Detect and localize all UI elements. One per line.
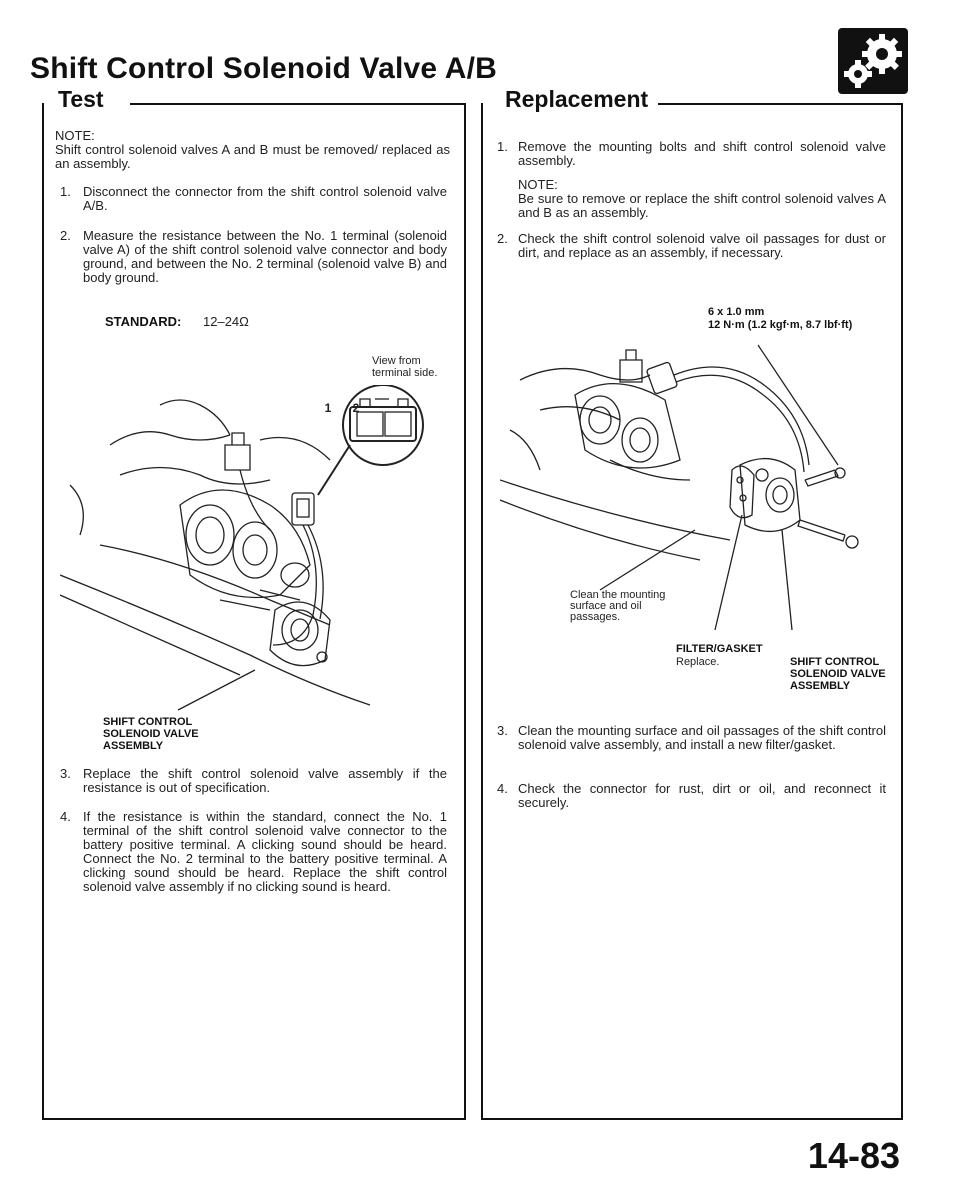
standard-value: 12–24Ω <box>203 314 249 329</box>
solenoid-test-illustration <box>60 385 450 725</box>
bolt-spec: 6 x 1.0 mm <box>708 306 765 318</box>
page-number: 14-83 <box>807 1135 900 1176</box>
replacement-assembly-label: SHIFT CONTROL SOLENOID VALVE ASSEMBLY <box>790 656 886 692</box>
replacement-step-text: Check the shift control solenoid valve oil passages for dust or dirt, and replace as an assembly, if necessary. <box>518 231 886 260</box>
solenoid-replacement-illustration <box>500 330 890 630</box>
test-note-text: Shift control solenoid valves A and B must be removed/ replaced as an assembly. <box>55 142 450 171</box>
test-step-num: 2. <box>60 228 71 243</box>
replacement-step-num: 3. <box>497 723 508 738</box>
view-caption: View from terminal side. <box>372 355 438 379</box>
test-step-text: Measure the resistance between the No. 1 terminal (solenoid valve A) of the shift control solenoid valve connector and body ground, and between the No. 2 terminal (solenoid valve B) and body ground. <box>83 228 447 285</box>
replacement-note-label: NOTE: <box>518 177 558 192</box>
replacement-step-text: Remove the mounting bolts and shift control solenoid valve assembly. <box>518 139 886 168</box>
replacement-step-num: 1. <box>497 139 508 154</box>
page-title: Shift Control Solenoid Valve A/B <box>30 52 497 85</box>
replacement-heading: Replacement <box>505 86 658 113</box>
replacement-step-num: 2. <box>497 231 508 246</box>
test-heading-rule <box>130 103 464 105</box>
filter-gasket-label: FILTER/GASKET <box>676 643 763 655</box>
standard-label: STANDARD: <box>105 314 182 329</box>
test-step-text: Disconnect the connector from the shift control solenoid valve A/B. <box>83 184 447 213</box>
terminal-2-label: 2 <box>352 401 360 415</box>
replacement-heading-rule <box>650 103 901 105</box>
panel-corner <box>42 103 44 117</box>
test-heading: Test <box>58 86 114 113</box>
test-note-label: NOTE: <box>55 128 95 143</box>
test-assembly-label: SHIFT CONTROL SOLENOID VALVE ASSEMBLY <box>103 716 199 752</box>
replacement-note-text: Be sure to remove or replace the shift control solenoid valves A and B as an assembly. <box>518 191 886 220</box>
torque-spec: 12 N·m (1.2 kgf·m, 8.7 lbf·ft) <box>708 319 853 331</box>
test-step-text: If the resistance is within the standard, connect the No. 1 terminal of the shift control solenoid valve connector to the battery positive terminal. A clicking sound should be heard. Connect the No. 2 terminal to the battery positive terminal. A clicking sound should be heard. Replace the shift control solenoid valve assembly if no clicking sound is heard. <box>83 809 447 894</box>
replacement-step-text: Check the connector for rust, dirt or oil, and reconnect it securely. <box>518 781 886 810</box>
test-step-num: 3. <box>60 766 71 781</box>
gears-icon <box>838 28 908 94</box>
test-step-text: Replace the shift control solenoid valve assembly if the resistance is out of specification. <box>83 766 447 795</box>
panel-corner <box>481 103 483 117</box>
replacement-step-num: 4. <box>497 781 508 796</box>
filter-gasket-sub: Replace. <box>676 656 720 668</box>
terminal-1-label: 1 <box>324 401 332 415</box>
test-step-num: 4. <box>60 809 71 824</box>
clean-surface-label: Clean the mounting surface and oil passages. <box>570 589 666 623</box>
test-step-num: 1. <box>60 184 71 199</box>
replacement-step-text: Clean the mounting surface and oil passages of the shift control solenoid valve assembly, and install a new filter/gasket. <box>518 723 886 752</box>
